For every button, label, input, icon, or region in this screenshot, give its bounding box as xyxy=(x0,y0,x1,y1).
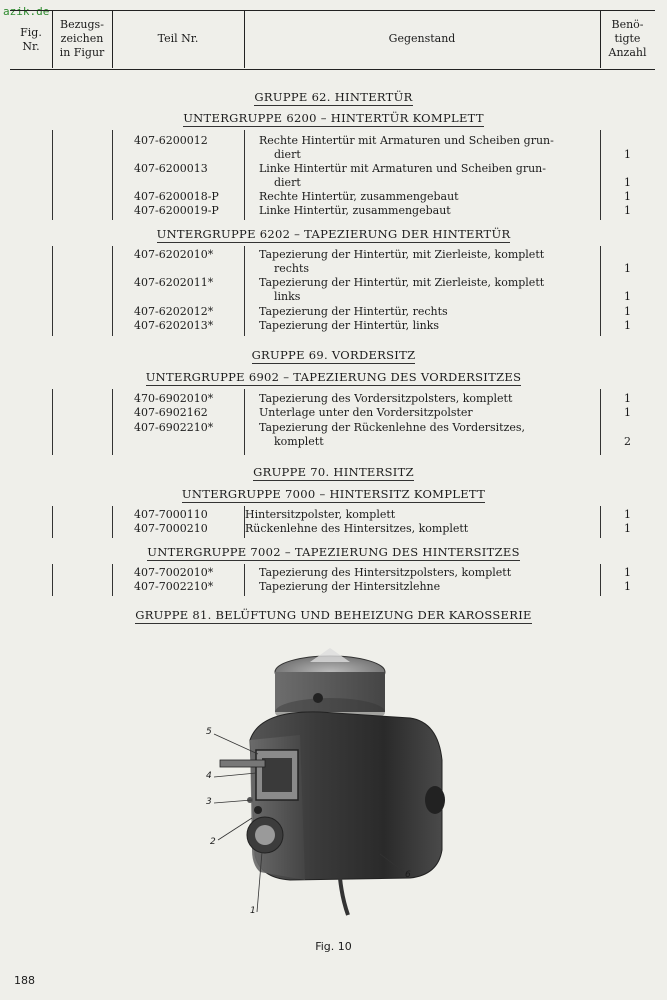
watermark: azik.de xyxy=(3,5,50,18)
part-description: Rechte Hintertür mit Armaturen und Scheiben grun- xyxy=(259,134,554,147)
quantity: 1 xyxy=(624,305,631,318)
part-description: Tapezierung des Vordersitzpolsters, komplett xyxy=(259,392,513,405)
page-number: 188 xyxy=(14,974,35,987)
quantity: 1 xyxy=(624,204,631,217)
column-line xyxy=(112,389,113,455)
heater-illustration xyxy=(180,640,480,925)
part-description: Tapezierung der Hintertür, rechts xyxy=(259,305,448,318)
callout-label: 4 xyxy=(206,771,212,781)
part-number: 407-6200018-P xyxy=(134,190,219,203)
callout-label: 2 xyxy=(210,837,216,847)
part-description: Rechte Hintertür, zusammengebaut xyxy=(259,190,459,203)
part-number: 407-6200013 xyxy=(134,162,208,175)
subgroup-title: UNTERGRUPPE 6202 – TAPEZIERUNG DER HINTERTÜR xyxy=(156,227,511,241)
column-line xyxy=(244,389,245,455)
part-number: 407-6902162 xyxy=(134,406,208,419)
quantity: 1 xyxy=(624,262,631,275)
callout-label: 3 xyxy=(206,797,212,807)
column-line xyxy=(112,246,113,336)
part-description: Tapezierung der Hintertür, mit Zierleiste, komplett xyxy=(259,276,545,289)
header-anzahl: Benö- tigte Anzahl xyxy=(608,18,647,59)
quantity: 1 xyxy=(624,190,631,203)
quantity: 1 xyxy=(624,566,631,579)
group-title: GRUPPE 70. HINTERSITZ xyxy=(253,465,414,479)
group-title: GRUPPE 62. HINTERTÜR xyxy=(254,90,413,104)
part-description: Tapezierung der Hintertür, mit Zierleiste, komplett xyxy=(259,248,545,261)
part-description: Unterlage unter den Vordersitzpolster xyxy=(259,406,473,419)
part-description: Tapezierung des Hintersitzpolsters, komplett xyxy=(259,566,512,579)
part-number: 407-6202010* xyxy=(134,248,214,261)
quantity: 1 xyxy=(624,148,631,161)
group-title: GRUPPE 69. VORDERSITZ xyxy=(251,348,416,362)
subgroup-title: UNTERGRUPPE 7000 – HINTERSITZ KOMPLETT xyxy=(181,487,486,501)
column-line xyxy=(244,130,245,220)
part-description: Tapezierung der Rückenlehne des Vordersitzes, xyxy=(259,421,526,434)
quantity: 1 xyxy=(624,580,631,593)
part-description: Linke Hintertür, zusammengebaut xyxy=(259,204,451,217)
header-bezug: Bezugs- zeichen in Figur xyxy=(59,18,105,59)
part-number: 407-6202012* xyxy=(134,305,214,318)
part-number: 407-6902210* xyxy=(134,421,214,434)
column-line xyxy=(112,564,113,596)
part-number: 407-6202011* xyxy=(134,276,214,289)
part-description-cont: rechts xyxy=(274,262,310,275)
part-description-cont: diert xyxy=(274,176,301,189)
part-description: Rückenlehne des Hintersitzes, komplett xyxy=(245,522,469,535)
part-number: 407-7000110 xyxy=(134,508,208,521)
column-line xyxy=(52,130,53,220)
part-number: 407-7002210* xyxy=(134,580,214,593)
header-teil: Teil Nr. xyxy=(157,32,199,45)
column-line xyxy=(112,506,113,538)
quantity: 1 xyxy=(624,176,631,189)
quantity: 1 xyxy=(624,522,631,535)
part-description: Linke Hintertür mit Armaturen und Scheiben grun- xyxy=(259,162,546,175)
header-gegenstand: Gegenstand xyxy=(388,32,456,45)
part-number: 407-6200012 xyxy=(134,134,208,147)
header-fig: Fig. Nr. xyxy=(20,26,42,53)
quantity: 1 xyxy=(624,290,631,303)
column-line xyxy=(52,389,53,455)
figure-caption: Fig. 10 xyxy=(315,940,352,953)
column-line xyxy=(52,564,53,596)
part-number: 407-6200019-P xyxy=(134,204,219,217)
quantity: 1 xyxy=(624,508,631,521)
callout-label: 6 xyxy=(405,870,411,880)
part-description: Tapezierung der Hintertür, links xyxy=(259,319,440,332)
group-title: GRUPPE 81. BELÜFTUNG UND BEHEIZUNG DER KAROSSERIE xyxy=(135,608,532,622)
callout-label: 5 xyxy=(206,727,212,737)
part-description: Hintersitzpolster, komplett xyxy=(245,508,396,521)
part-description: Tapezierung der Hintersitzlehne xyxy=(259,580,441,593)
part-description-cont: links xyxy=(274,290,301,303)
part-number: 470-6902010* xyxy=(134,392,214,405)
column-line xyxy=(112,130,113,220)
callout-label: 1 xyxy=(250,906,256,916)
column-line xyxy=(52,506,53,538)
subgroup-title: UNTERGRUPPE 6200 – HINTERTÜR KOMPLETT xyxy=(183,111,484,125)
subgroup-title: UNTERGRUPPE 7002 – TAPEZIERUNG DES HINTERSITZES xyxy=(147,545,520,559)
column-line xyxy=(244,564,245,596)
column-line xyxy=(244,246,245,336)
part-description-cont: komplett xyxy=(274,435,324,448)
subgroup-title: UNTERGRUPPE 6902 – TAPEZIERUNG DES VORDERSITZES xyxy=(145,370,522,384)
quantity: 1 xyxy=(624,406,631,419)
part-number: 407-7000210 xyxy=(134,522,208,535)
part-number: 407-6202013* xyxy=(134,319,214,332)
column-line xyxy=(52,246,53,336)
quantity: 2 xyxy=(624,435,631,448)
quantity: 1 xyxy=(624,392,631,405)
quantity: 1 xyxy=(624,319,631,332)
part-number: 407-7002010* xyxy=(134,566,214,579)
part-description-cont: diert xyxy=(274,148,301,161)
